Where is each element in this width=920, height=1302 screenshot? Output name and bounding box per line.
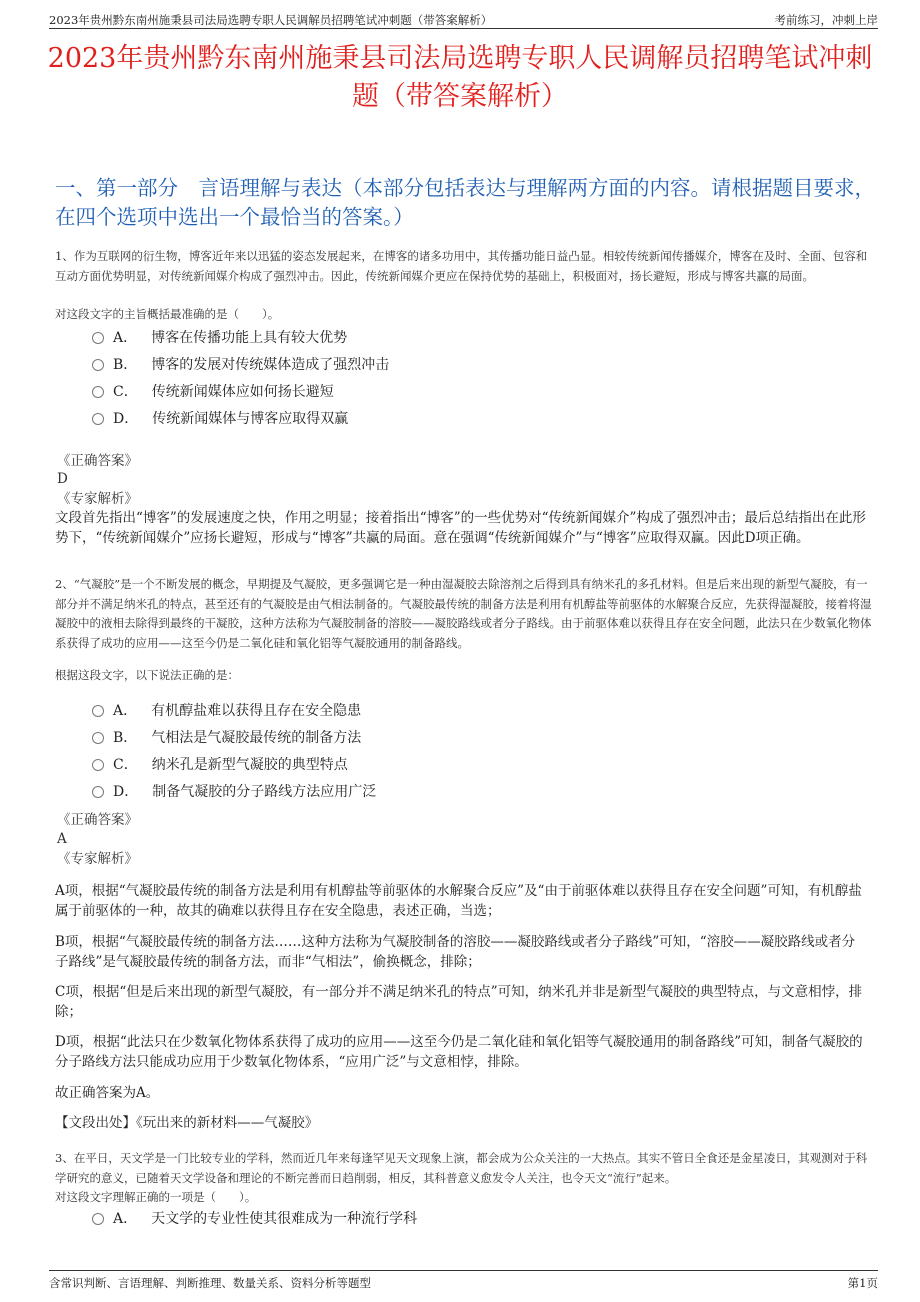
q1-option-a[interactable]: A． 博客在传播功能上具有较大优势: [92, 328, 347, 348]
radio-icon[interactable]: [92, 413, 104, 425]
document-title: 2023年贵州黔东南州施秉县司法局选聘专职人民调解员招聘笔试冲刺题（带答案解析）: [47, 43, 873, 112]
q2-option-b[interactable]: B． 气相法是气凝胶最传统的制备方法: [92, 728, 361, 748]
radio-icon[interactable]: [92, 759, 104, 771]
q1-answer-label: 《正确答案》: [57, 453, 138, 469]
radio-icon[interactable]: [92, 732, 104, 744]
q2-option-d[interactable]: D． 制备气凝胶的分子路线方法应用广泛: [92, 782, 376, 802]
page-footer: [49, 1270, 878, 1289]
q2-analysis-b: B项，根据“气凝胶最传统的制备方法……这种方法称为气凝胶制备的溶胶——凝胶路线或者分子路线”可知，“溶胶——凝胶路线或者分子路线”是气凝胶最传统的制备方法，而非“气相法”，偷换概念，排除；: [55, 934, 856, 970]
section-heading: 一、第一部分 言语理解与表达（本部分包括表达与理解两方面的内容。请根据题目要求，在四个选项中选出一个最恰当的答案。）: [55, 176, 875, 229]
q3-prompt: 对这段文字理解正确的一项是（ ）。: [55, 1190, 257, 1204]
radio-icon[interactable]: [92, 332, 104, 344]
q1-option-c[interactable]: C． 传统新闻媒体应如何扬长避短: [92, 382, 334, 402]
q2-text: 2、“气凝胶”是一个不断发展的概念，早期提及气凝胶，更多强调它是一种由湿凝胶去除溶剂之后得到具有纳米孔的多孔材料。但是后来出现的新型气凝胶，有一部分并不满足纳米孔的特点，甚至还有的气凝胶是由气相法制备的。气凝胶最传统的制备方法是利用有机醇盐等前驱体的水解聚合反应，先获得湿凝胶，接着将湿凝胶中的液相去除得到最终的干凝胶，这种方法称为气凝胶制备的溶胶——凝胶路线或者分子路线。由于前驱体难以获得且存在安全问题，此法只在少数氧化物体系获得了成功的应用——这至今仍是二氧化硅和氧化铝等气凝胶通用的制备路线。: [55, 577, 872, 650]
q2-analysis-d: D项，根据“此法只在少数氧化物体系获得了成功的应用——这至今仍是二氧化硅和氧化铝等气凝胶通用的制备路线”可知，制备气凝胶的分子路线方法只能成功应用于少数氧化物体系，“应用广泛”与文意相悖，排除。: [55, 1034, 863, 1070]
q1-prompt: 对这段文字的主旨概括最准确的是（ ）。: [55, 307, 280, 321]
q2-answer-label: 《正确答案》: [57, 812, 138, 828]
q2-prompt: 根据这段文字，以下说法正确的是：: [55, 668, 239, 682]
q1-text: 1、作为互联网的衍生物，博客近年来以迅猛的姿态发展起来，在博客的诸多功用中，其传播功能日益凸显。相较传统新闻传播媒介，博客在及时、全面、包容和互动方面优势明显，对传统新闻媒介构成了强烈冲击。因此，传统新闻媒介更应在保持优势的基础上，积极面对，扬长避短，形成与博客共赢的局面。: [55, 249, 868, 283]
radio-icon[interactable]: [92, 386, 104, 398]
q1-option-b[interactable]: B． 博客的发展对传统媒体造成了强烈冲击: [92, 355, 389, 375]
header-left: 2023年贵州黔东南州施秉县司法局选聘专职人民调解员招聘笔试冲刺题（带答案解析）: [49, 13, 493, 27]
q2-source: 【文段出处】《玩出来的新材料——气凝胶》: [55, 1115, 319, 1131]
q2-answer: A: [57, 831, 67, 847]
q2-option-c[interactable]: C． 纳米孔是新型气凝胶的典型特点: [92, 755, 348, 775]
q1-option-d[interactable]: D． 传统新闻媒体与博客应取得双赢: [92, 409, 348, 429]
q1-analysis-label: 《专家解析》: [57, 491, 138, 507]
page-header: [49, 10, 878, 29]
q2-conclusion: 故正确答案为A。: [55, 1085, 160, 1101]
q3-option-a[interactable]: A． 天文学的专业性使其很难成为一种流行学科: [92, 1209, 417, 1229]
q2-option-a[interactable]: A． 有机醇盐难以获得且存在安全隐患: [92, 701, 361, 721]
radio-icon[interactable]: [92, 1213, 104, 1225]
q2-analysis-c: C项，根据“但是后来出现的新型气凝胶，有一部分并不满足纳米孔的特点”可知，纳米孔并非是新型气凝胶的典型特点，与文意相悖，排除；: [55, 984, 863, 1020]
radio-icon[interactable]: [92, 705, 104, 717]
q1-answer: D: [57, 471, 68, 487]
page-number: 第1页: [847, 1276, 878, 1290]
radio-icon[interactable]: [92, 359, 104, 371]
q2-analysis-label: 《专家解析》: [57, 851, 138, 867]
q3-text: 3、在平日，天文学是一门比较专业的学科，然而近几年来每逢罕见天文现象上演，都会成为公众关注的一大热点。其实不管日全食还是金星凌日，其观测对于科学研究的意义，已随着天文学设备和理论的不断完善而日趋削弱，相反，其科普意义愈发令人关注，也令天文“流行”起来。: [55, 1151, 868, 1185]
q2-analysis-a: A项，根据“气凝胶最传统的制备方法是利用有机醇盐等前驱体的水解聚合反应”及“由于前驱体难以获得且存在安全问题”可知，有机醇盐属于前驱体的一种，故其的确难以获得且存在安全隐患，表述正确，当选；: [55, 883, 862, 919]
footer-left: 含常识判断、言语理解、判断推理、数量关系、资料分析等题型: [49, 1276, 371, 1290]
radio-icon[interactable]: [92, 786, 104, 798]
header-right: 考前练习，冲刺上岸: [774, 13, 878, 27]
q1-analysis: 文段首先指出“博客”的发展速度之快，作用之明显；接着指出“博客”的一些优势对“传统新闻媒介”构成了强烈冲击；最后总结指出在此形势下，“传统新闻媒介”应扬长避短，形成与“博客”共赢的局面。意在强调“传统新闻媒介”与“博客”应取得双赢。因此D项正确。: [55, 510, 866, 546]
